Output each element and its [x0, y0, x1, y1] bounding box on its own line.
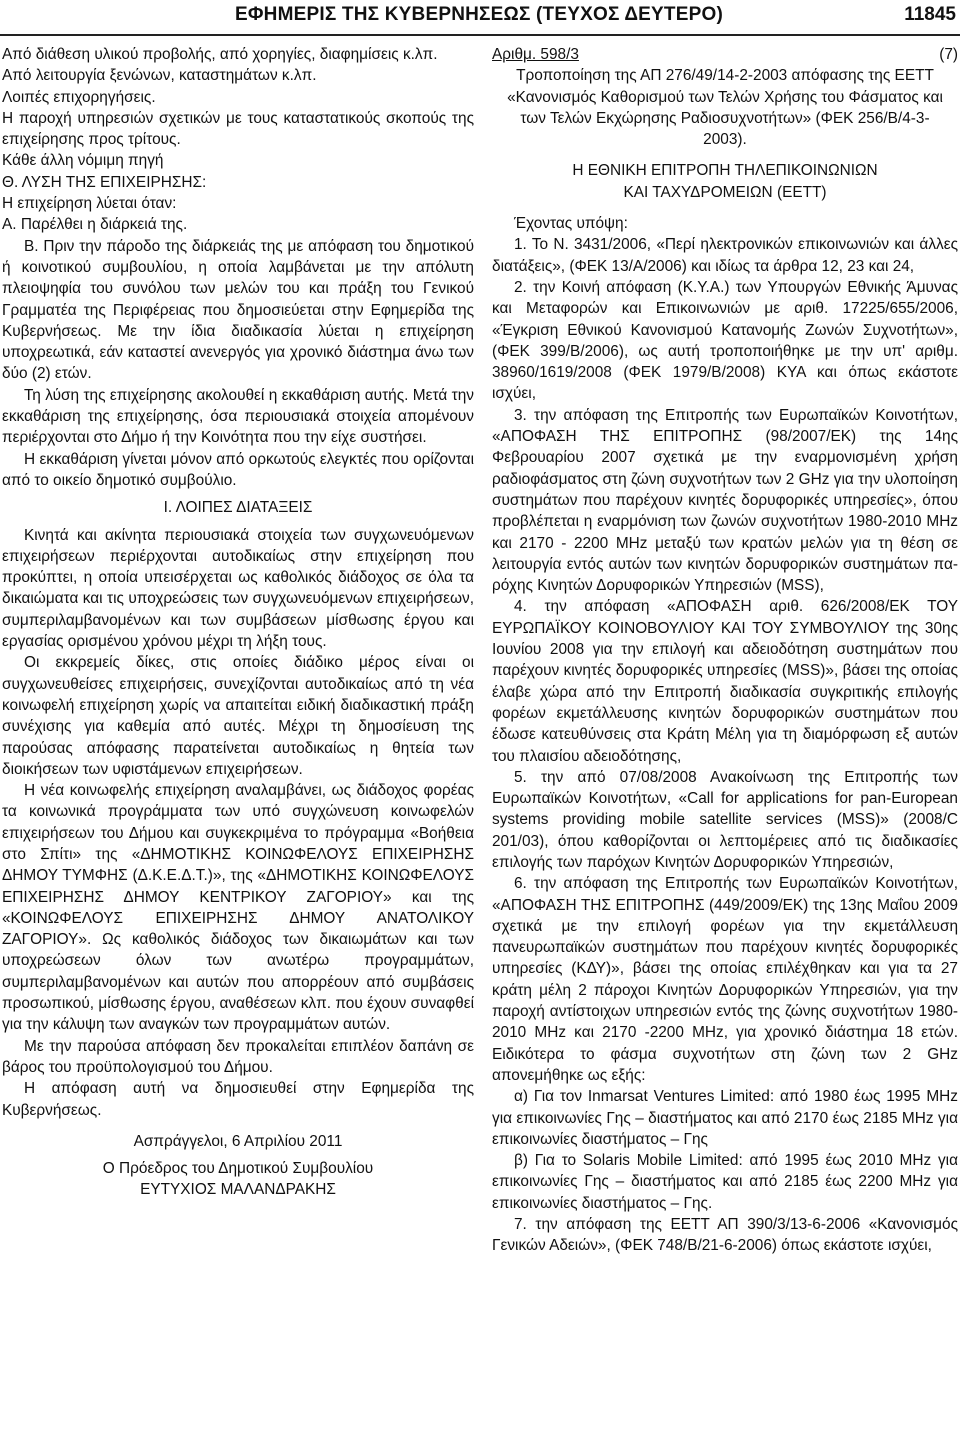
paragraph: Η παροχή υπηρεσιών σχετικών με τους καταστατικούς σκοπούς της επιχείρησης προς τρίτους. [2, 109, 474, 149]
list-item: 2. την Κοινή απόφαση (Κ.Υ.Α.) των Υπουργών Εθνικής Άμυνας και Μεταφορών και Επικοινωνιών με αριθ. 17225/655/2006, «Έγκριση Εθνικού Κανονισμού Κατανομής Ζωνών Συχνοτήτων», (ΦΕΚ 399/Β/2006), ως αυτή τροποποιήθηκε με την υπ' αριθμ. 38960/1619/2008 (ΦΕΚ 1979/Β/2008) ΚΥΑ και όπως εκάστοτε ισχύει, [492, 278, 958, 403]
paragraph: Η νέα κοινωφελής επιχείρηση αναλαμβάνει, ως διάδοχος φορέας τα κοινωνικά προγράμματα των υπό συγχώνευση κοινωφελών επιχειρήσεων του Δήμου και συγκεκριμένα το πρόγραμμα «Βοήθεια στο Σπίτι» της «ΔΗΜΟΤΙΚΗΣ ΚΟΙΝΩΦΕΛΟΥΣ ΕΠΙΧΕΙΡΗΣΗΣ ΔΗΜΟΥ ΤΥΜΦΗΣ (Δ.Κ.Ε.Δ.Τ.)», της «ΔΗΜΟΤΙΚΗΣ ΚΟΙΝΩΦΕΛΟΥΣ ΕΠΙΧΕΙΡΗΣΗΣ ΔΗΜΟΥ ΚΕΝΤΡΙΚΟΥ ΖΑΓΟΡΙΟΥ» και της «ΚΟΙΝΩΦΕΛΟΥΣ ΕΠΙΧΕΙΡΗΣΗΣ ΔΗΜΟΥ ΑΝΑΤΟΛΙΚΟΥ ΖΑΓΟΡΙΟΥ». Ως καθολικός διάδοχος των δικαιωμάτων και των υποχρεώσεων όλων των ανωτέρω προγραμμάτων, συμπεριλαμβανομένων και αυτών που απορρέουν από συμβάσεις προσωπικού, μίσθωσης έργου, αναθέσεων κλπ. που έχουν συναφθεί για την κάλυψη των αναγκών των προγραμμάτων αυτών. [2, 782, 474, 1034]
paragraph: Με την παρούσα απόφαση δεν προκαλείται επιπλέον δαπάνη σε βάρος του προϋπολογισμού του Δήμου. [2, 1037, 474, 1076]
list-item: 4. την απόφαση «ΑΠΟΦΑΣΗ αριθ. 626/2008/ΕΚ ΤΟΥ ΕΥΡΩΠΑΪΚΟΥ ΚΟΙΝΟΒΟΥΛΙΟΥ ΚΑΙ ΤΟΥ ΣΥΜΒΟΥΛΙΟΥ της 30ης Ιουνίου 2008 για την επιλογή και αδειοδότηση συστημάτων που παρέχουν κινητές δορυφορικές υπηρεσίες (MSS)», βάσει της οποίας έλαβε χώρα από την Επιτροπή διαδικασία συγκριτικής επιλογής φορέων εκμετάλλευσης κινητών δορυφορικών συστημάτων που έδωσε κατευθύνσεις στα Κράτη Μέλη για τη διαμόρφωση εξ αυτών του πλαισίου αδειοδότησης, [492, 598, 958, 765]
page-number: 11845 [904, 4, 956, 25]
paragraph: Η εκκαθάριση γίνεται μόνον από ορκωτούς ελεγκτές που ορίζονται από το οικείο δημοτικό συμβούλιο. [2, 450, 474, 489]
paragraph: Λοιπές επιχορηγήσεις. [2, 88, 156, 106]
page-header [0, 0, 960, 36]
paragraph: Β. Πριν την πάροδο της διάρκειάς της με απόφαση του δημοτικού ή κοινοτικού συμβουλίου, η οποία λαμβάνεται με την απόλυτη πλειοψηφία του συνόλου των μελών του και πράξη του Γενικού Γραμματέα της Περιφέρειας που δημοσιεύεται στην Εφημερίδα της Κυβερνήσεως. Με την ίδια διαδικασία λύεται η επιχείρηση υποχρεωτικά, εάν καταστεί ανενεργός για χρονικό διάστημα άνω των δύο (2) ετών. [2, 237, 474, 383]
paragraph: Από διάθεση υλικού προβολής, από χορηγίες, διαφημίσεις κ.λπ. [2, 46, 438, 63]
list-item: 1. Το Ν. 3431/2006, «Περί ηλεκτρονικών επικοινωνιών και άλλες διατάξεις», (ΦΕΚ 13/Α/2006) και ιδίως τα άρθρα 12, 23 και 24, [492, 236, 958, 275]
list-item: β) Για το Solaris Mobile Limited: από 1995 έως 2010 MHz για επικοινωνίες Γης – διαστήματος και από 2185 έως 2200 MHz για επικοινωνίες διαστήματος – Γης. [492, 1152, 958, 1212]
paragraph: Τη λύση της επιχείρησης ακολουθεί η εκκαθάριση αυτής. Μετά την εκκαθάριση της επιχείρησης, όσα περιουσιακά στοιχεία απομένουν περιέρχονται στο Δήμο ή την Κοινότητα που την είχε συστήσει. [2, 386, 474, 447]
decision-header [492, 44, 958, 65]
list-item: 7. την απόφαση της ΕΕΤΤ ΑΠ 390/3/13-6-2006 «Κανονισμός Γενικών Αδειών», (ΦΕΚ 748/Β/21-6-2006) όπως εκάστοτε ισχύει, [492, 1216, 958, 1255]
gazette-title: ΕΦΗΜΕΡΙΣ ΤΗΣ ΚΥΒΕΡΝΗΣΕΩΣ (ΤΕΥΧΟΣ ΔΕΥΤΕΡΟ) [235, 4, 723, 25]
authority-title: Η ΕΘΝΙΚΗ ΕΠΙΤΡΟΠΗ ΤΗΛΕΠΙΚΟΙΝΩΝΙΩΝ [572, 162, 878, 180]
authority-title: ΚΑΙ ΤΑΧΥΔΡΟΜΕΙΩΝ (ΕΕΤΤ) [623, 183, 827, 201]
paragraph: Από λειτουργία ξενώνων, καταστημάτων κ.λπ. [2, 67, 317, 85]
paragraph: Οι εκκρεμείς δίκες, στις οποίες διάδικο μέρος είναι οι συγχωνευθείσες επιχειρήσεις, συνεχίζονται αυτοδικαίως από τη νέα κοινωφελή επιχείρηση χωρίς να απαιτείται ειδική διαδικαστική πράξη συνέχισης για καθεμία από αυτές. Μέχρι τη δημοσίευση της παρούσας απόφασης παρατείνεται αυτοδικαίως η θητεία των διοικήσεων των υφιστάμενων επιχειρήσεων. [2, 654, 474, 778]
paragraph: Κάθε άλλη νόμιμη πηγή [2, 152, 164, 170]
decision-intro: Τροποποίηση της ΑΠ 276/49/14-2-2003 απόφασης της ΕΕΤΤ «Κανονισμός Καθορισμού των Τελών Χρήσης του Φάσματος και των Τελών Εκχώρησης Ραδιοσυχνοτήτων» (ΦΕΚ 256/Β/4-3-2003). [507, 67, 943, 149]
decision-ref: (7) [939, 46, 958, 63]
section-heading: Θ. ΛΥΣΗ ΤΗΣ ΕΠΙΧΕΙΡΗΣΗΣ: [2, 173, 207, 191]
paragraph: Κινητά και ακίνητα περιουσιακά στοιχεία των συγχωνευόμενων επιχειρήσεων περιέρχονται αυτοδικαίως στην επιχείρηση που προκύπτει, η οποία υπεισέρχεται ως καθολικός διάδοχος σε όλα τα δικαιώματα και τις υποχρεώσεις των συγχωνευόμενων επιχειρήσεων, συμπεριλαμβανομένων και των συμβάσεων μίσθωσης έργου και εργασίας ορισμένου χρόνου μέχρι τη λήξη τους. [2, 526, 474, 651]
having-regard: Έχοντας υπόψη: [514, 215, 628, 233]
right-column [492, 44, 958, 1257]
list-item: 6. την απόφαση της Επιτροπής των Ευρωπαϊκών Κοινοτήτων, «ΑΠΟΦΑΣΗ ΤΗΣ ΕΠΙΤΡΟΠΗΣ (449/2009/ΕΚ) της 13ης Μαΐου 2009 σχετικά με την επιλογή φορέων για την εκμετάλλευση πανευρωπαϊκών συστημάτων που παρέχουν κινητές δορυφορικές υπηρεσίες (ΚΔΥ)», βάσει της οποίας επιλέχθηκαν και για τα 27 κράτη μέλη 2 πάροχοι Κινητών Δορυφορικών Υπηρεσιών, για την παροχή αντίστοιχων υπηρεσιών εντός της ζώνης συχνοτήτων 1980-2010 MHz και 2170 -2200 MHz, για χρονικό διάστημα 18 ετών. Ειδικότερα το φάσμα συχνοτήτων στη ζώνη των 2 GHz απονεμήθηκε ως εξής: [492, 875, 958, 1084]
signer-title: Ο Πρόεδρος του Δημοτικού Συμβουλίου [102, 1160, 374, 1178]
list-item: 3. την απόφαση της Επιτροπής των Ευρωπαϊκών Κοινοτήτων, «ΑΠΟΦΑΣΗ ΤΗΣ ΕΠΙΤΡΟΠΗΣ (98/2007/ΕΚ) της 14ης Φεβρουαρίου 2007 σχετικά με την εναρμονισμένη χρήση ραδιοφάσματος στη ζώνη συχνοτήτων των 2 GHz για την υλοποίηση συστημάτων που παρέχουν κινητές δορυφορικές υπηρεσίες», όπου προβλέπεται η εναρμόνιση των ζωνών συχνοτήτων 1980-2010 MHz και 2170 - 2200 MHz μεταξύ των κρατών μελών για τη θέση σε λειτουργία εντός αυτών των κινητών δορυφορικών συστημάτων παρόχης Κινητών Δορυφορικών Υπηρεσιών (MSS), [492, 406, 958, 595]
list-item: α) Για τον Inmarsat Ventures Limited: από 1980 έως 1995 MHz για επικοινωνίες Γης – διαστήματος και από 2170 έως 2185 MHz για επικοινωνίες διαστήματος – Γης [492, 1088, 958, 1148]
signer-name: ΕΥΤΥΧΙΟΣ ΜΑΛΑΝΔΡΑΚΗΣ [140, 1181, 336, 1199]
paragraph: Η επιχείρηση λύεται όταν: [2, 195, 177, 213]
paragraph: Η απόφαση αυτή να δημοσιευθεί στην Εφημερίδα της Κυβερνήσεως. [2, 1080, 474, 1119]
list-item: 5. την από 07/08/2008 Ανακοίνωση της Επιτροπής των Ευρωπαϊκών Κοινοτήτων, «Call for applications for pan-European systems providing mobile satellite services (MSS)» (2008/C 201/03), όπου καθορίζονται οι λεπτομέρειες από τις διαδικασίες επιλογής των παρόχων Κινητών Δορυφορικών Υπηρεσιών, [492, 768, 958, 871]
left-column [2, 44, 474, 1201]
section-heading: Ι. ΛΟΙΠΕΣ ΔΙΑΤΑΞΕΙΣ [163, 499, 313, 517]
place-date: Ασπράγγελοι, 6 Απριλίου 2011 [133, 1132, 343, 1150]
decision-number: Αριθμ. 598/3 [492, 46, 579, 63]
paragraph: Α. Παρέλθει η διάρκειά της. [2, 216, 188, 234]
